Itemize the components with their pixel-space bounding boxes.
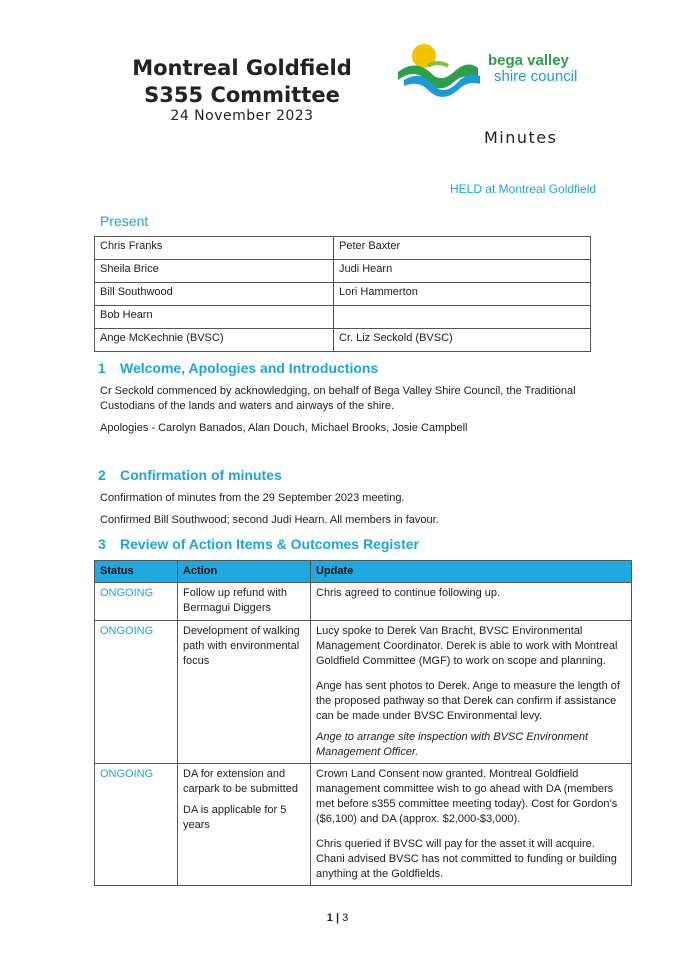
present-cell: Ange McKechnie (BVSC) [95, 329, 334, 352]
present-table [94, 236, 591, 352]
council-logo [398, 40, 598, 110]
present-cell: Cr. Liz Seckold (BVSC) [334, 329, 591, 352]
confirmation-paragraph: Confirmation of minutes from the 29 September 2023 meeting. [100, 492, 405, 504]
status-cell: ONGOING [95, 583, 178, 621]
confirmed-paragraph: Confirmed Bill Southwood; second Judi Hearn. All members in favour. [100, 514, 439, 526]
action-items-table [94, 560, 632, 886]
update-cell: Chris agreed to continue following up. [311, 583, 632, 621]
meeting-location: HELD at Montreal Goldfield [450, 182, 597, 196]
update-text: Crown Land Consent now granted. Montreal Goldfield management committee wish to go ahead with DA (members met before s355 committee meeting today). Cost for Gordon’s ($6,100) and DA (approx. $2,000-$3,000). [316, 768, 618, 825]
page-footer [0, 912, 675, 924]
table-row [95, 329, 591, 352]
table-row [95, 621, 632, 764]
section-heading-welcome [98, 360, 378, 376]
action-cell [178, 764, 311, 886]
meeting-date: 24 November 2023 [170, 108, 314, 124]
present-cell [334, 306, 591, 329]
section-heading-actions [98, 536, 419, 552]
table-row [95, 283, 591, 306]
section-heading-confirmation [98, 467, 282, 483]
update-text: Ange has sent photos to Derek. Ange to measure the length of the proposed pathway so that Derek can confirm if assistance can be made under BVSC Environmental levy. [316, 680, 620, 722]
table-row [95, 583, 632, 621]
present-cell: Chris Franks [95, 237, 334, 260]
logo-text-line2: shire council [494, 68, 578, 85]
doc-title-line1: Montreal Goldfield [132, 56, 352, 80]
logo-text-line1: bega valley [488, 52, 569, 69]
action-cell: Follow up refund with Bermagui Diggers [178, 583, 311, 621]
status-cell: ONGOING [95, 764, 178, 886]
present-cell: Lori Hammerton [334, 283, 591, 306]
page-number: 1 [326, 912, 333, 924]
update-text-italic: Ange to arrange site inspection with BVSC Environment Management Officer. [316, 731, 589, 758]
present-cell: Peter Baxter [334, 237, 591, 260]
action-note: DA is applicable for 5 years [183, 804, 287, 831]
section-title: Confirmation of minutes [120, 467, 282, 483]
table-row [95, 237, 591, 260]
doc-type: Minutes [484, 128, 558, 147]
table-row [95, 260, 591, 283]
acknowledgement-paragraph: Cr Seckold commenced by acknowledging, on behalf of Bega Valley Shire Council, the Traditional Custodians of the lands and waters and airways of the shire. [100, 385, 576, 412]
present-cell: Judi Hearn [334, 260, 591, 283]
doc-title-line2: S355 Committee [144, 83, 340, 107]
present-heading: Present [100, 213, 149, 229]
table-header-row [95, 561, 632, 583]
apologies-paragraph: Apologies - Carolyn Banados, Alan Douch, Michael Brooks, Josie Campbell [100, 422, 468, 434]
column-header-update: Update [311, 561, 632, 583]
section-title: Review of Action Items & Outcomes Register [120, 536, 419, 552]
present-cell: Bob Hearn [95, 306, 334, 329]
table-row [95, 306, 591, 329]
update-cell [311, 764, 632, 886]
section-number: 1 [98, 360, 106, 376]
update-text: Chris queried if BVSC will pay for the asset it will acquire. Chani advised BVSC has not committed to funding or building anything at the Goldfields. [316, 838, 617, 880]
page-total: 3 [342, 912, 349, 924]
column-header-status: Status [95, 561, 178, 583]
table-row [95, 764, 632, 886]
section-number: 2 [98, 467, 106, 483]
action-text: DA for extension and carpark to be submitted [183, 768, 298, 795]
section-number: 3 [98, 536, 106, 552]
update-text: Lucy spoke to Derek Van Bracht, BVSC Environmental Management Coordinator. Derek is able to work with Montreal Goldfield Committee (MGF) to work on scope and planning. [316, 625, 618, 667]
present-cell: Sheila Brice [95, 260, 334, 283]
action-cell: Development of walking path with environmental focus [178, 621, 311, 764]
column-header-action: Action [178, 561, 311, 583]
update-cell [311, 621, 632, 764]
status-cell: ONGOING [95, 621, 178, 764]
present-cell: Bill Southwood [95, 283, 334, 306]
section-title: Welcome, Apologies and Introductions [120, 360, 379, 376]
page-separator: | [335, 912, 340, 924]
